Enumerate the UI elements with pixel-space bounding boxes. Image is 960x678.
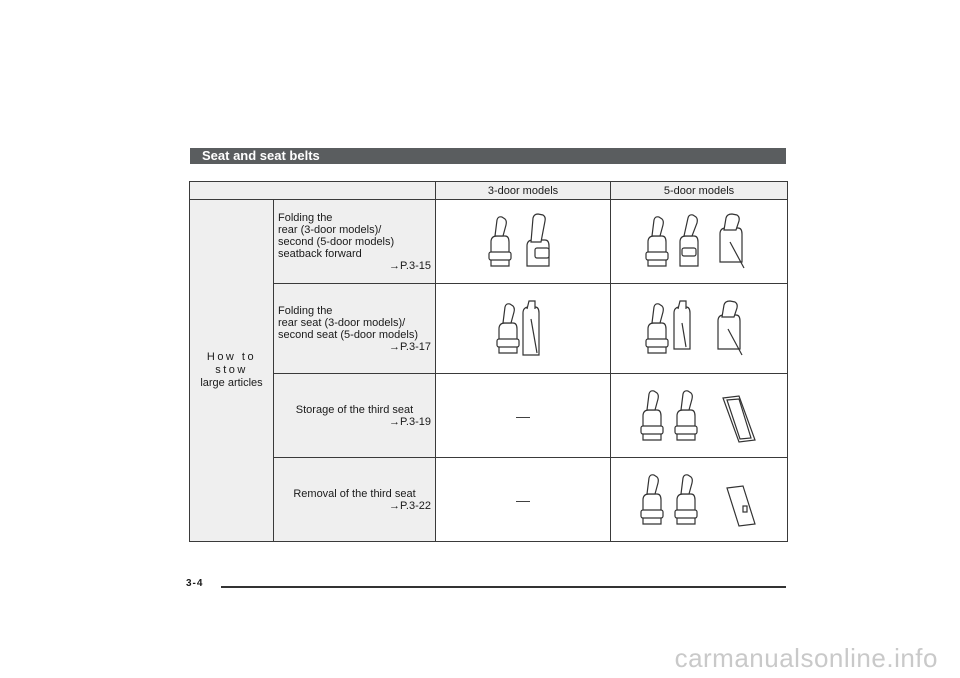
illustration-5-door-fold-seat (611, 284, 788, 374)
seats-tumbled-icon (493, 299, 553, 359)
column-header-3-door: 3-door models (436, 182, 611, 200)
seats-folded-forward-icon (644, 212, 754, 272)
table-row (190, 200, 788, 284)
not-applicable-cell (436, 374, 611, 458)
illustration-3-door-fold-seat (436, 284, 611, 374)
row-group-label-line-2: large articles (200, 377, 263, 389)
illustration-5-door-fold-seatback (611, 200, 788, 284)
footer-divider (221, 586, 786, 588)
description-line: seatback forward (278, 247, 362, 260)
watermark: carmanualsonline.info (674, 643, 938, 673)
header-empty-cell (190, 182, 436, 200)
table-row (190, 374, 788, 458)
description-line: rear (3-door models)/ (278, 223, 382, 236)
seats-folded-forward-icon (483, 212, 563, 272)
illustration-3-door-fold-seatback (436, 200, 611, 284)
description-line: second seat (5-door models) (278, 328, 419, 341)
stowing-table (189, 181, 788, 542)
description-line: Folding the (278, 304, 333, 317)
row-description (274, 200, 436, 284)
description-line: rear seat (3-door models)/ (278, 316, 406, 329)
description-line: Removal of the third seat (293, 487, 416, 500)
table-row (190, 284, 788, 374)
page-number: 3-4 (186, 578, 204, 589)
not-applicable-cell (436, 458, 611, 542)
table-header-row (190, 182, 788, 200)
row-description (274, 458, 436, 542)
row-group-label-line-1: How to stow (206, 351, 257, 376)
description-line: Storage of the third seat (295, 403, 414, 416)
third-seat-stored-icon (639, 386, 759, 446)
table-row (190, 458, 788, 542)
illustration-5-door-store-third-seat (611, 374, 788, 458)
page-reference-link[interactable]: →P.3-17 (389, 340, 431, 353)
row-description (274, 374, 436, 458)
row-group-label (190, 200, 274, 542)
not-applicable-dash: — (516, 407, 530, 424)
row-description (274, 284, 436, 374)
not-applicable-dash: — (516, 491, 530, 508)
section-title: Seat and seat belts (190, 148, 786, 164)
description-line: second (5-door models) (278, 235, 395, 248)
column-header-5-door: 5-door models (611, 182, 788, 200)
description-line: Folding the (278, 211, 333, 224)
third-seat-removed-icon (639, 470, 759, 530)
page-reference-link[interactable]: →P.3-19 (389, 415, 431, 428)
page-reference-link[interactable]: →P.3-15 (389, 259, 431, 272)
illustration-5-door-remove-third-seat (611, 458, 788, 542)
seats-tumbled-icon (644, 299, 754, 359)
page-reference-link[interactable]: →P.3-22 (389, 499, 431, 512)
